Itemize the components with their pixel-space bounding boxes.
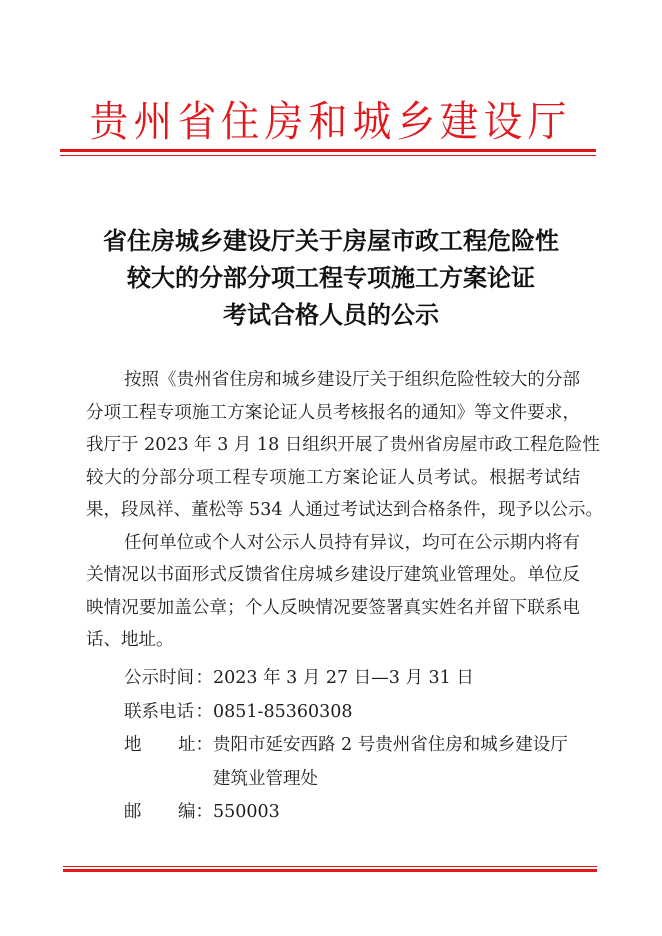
text-line: 果，段凤祥、董松等 534 人通过考试达到合格条件，现予以公示。 [86,500,604,520]
text-line: 我厅于 2023 年 3 月 18 日组织开展了贵州省房屋市政工程危险性 [86,435,600,455]
masthead-char: 省 [177,97,216,146]
address-colon: ： [195,735,213,755]
info-row-phone [124,698,568,732]
info-row-address-cont [124,765,568,799]
masthead-char: 州 [133,97,173,146]
info-row-period [124,664,568,698]
text-line: 按照《贵州省住房和城乡建设厅关于组织危险性较大的分部 [124,370,580,390]
postcode-label-a: 邮 [124,802,142,822]
postcode-label-b: 编 [178,802,196,822]
header-rule-thin [60,155,596,156]
contact-info [124,664,568,832]
postcode-colon: ： [195,802,213,822]
postcode-value: 550003 [213,802,280,822]
footer-rule-thin [63,866,597,867]
phone-value: 0851-85360308 [213,701,353,722]
masthead-char: 设 [483,97,523,146]
address-label-b: 址 [178,735,196,755]
masthead-char: 和 [308,97,348,146]
info-row-address [124,731,568,765]
text-line: 关情况以书面形式反馈省住房城乡建设厅建筑业管理处。单位反 [86,565,580,585]
masthead-char: 乡 [396,97,435,146]
header-rule-thick [60,149,596,152]
document-body [86,364,604,657]
masthead-title [60,96,596,148]
text-line: 话、地址。 [86,630,174,650]
masthead-char: 城 [352,97,392,146]
paragraph-objection [86,527,580,657]
text-line: 映情况要加盖公章；个人反映情况要签署真实姓名并留下联系电 [86,597,580,618]
masthead-char: 厅 [527,97,567,146]
masthead-char: 贵 [89,97,129,146]
period-label: 公示时间 [124,668,194,688]
phone-colon: ： [195,701,213,722]
masthead-char: 房 [264,97,304,146]
document-title [0,222,662,333]
masthead-char: 住 [221,97,260,146]
title-line-2: 较大的分部分项工程专项施工方案论证 [127,263,535,292]
phone-label: 联系电话 [124,701,194,722]
title-line-3: 考试合格人员的公示 [223,300,439,329]
title-line-1: 省住房城乡建设厅关于房屋市政工程危险性 [103,226,559,255]
info-row-postcode [124,798,568,832]
text-line: 较大的分部分项工程专项施工方案论证人员考试。根据考试结 [86,467,580,488]
address-label-a: 地 [124,735,142,755]
masthead-char: 建 [440,97,479,146]
paragraph-announcement [86,364,604,527]
period-colon: ： [195,668,213,688]
period-value: 2023 年 3 月 27 日—3 月 31 日 [213,668,474,688]
text-line: 分项工程专项施工方案论证人员考核报名的通知》等文件要求， [86,402,580,423]
address-value-line1: 贵阳市延安西路 2 号贵州省住房和城乡建设厅 [213,735,568,755]
text-line: 任何单位或个人对公示人员持有异议，均可在公示期内将有 [124,532,580,553]
footer-rule-thick [63,869,597,872]
address-value-line2: 建筑业管理处 [213,768,318,789]
